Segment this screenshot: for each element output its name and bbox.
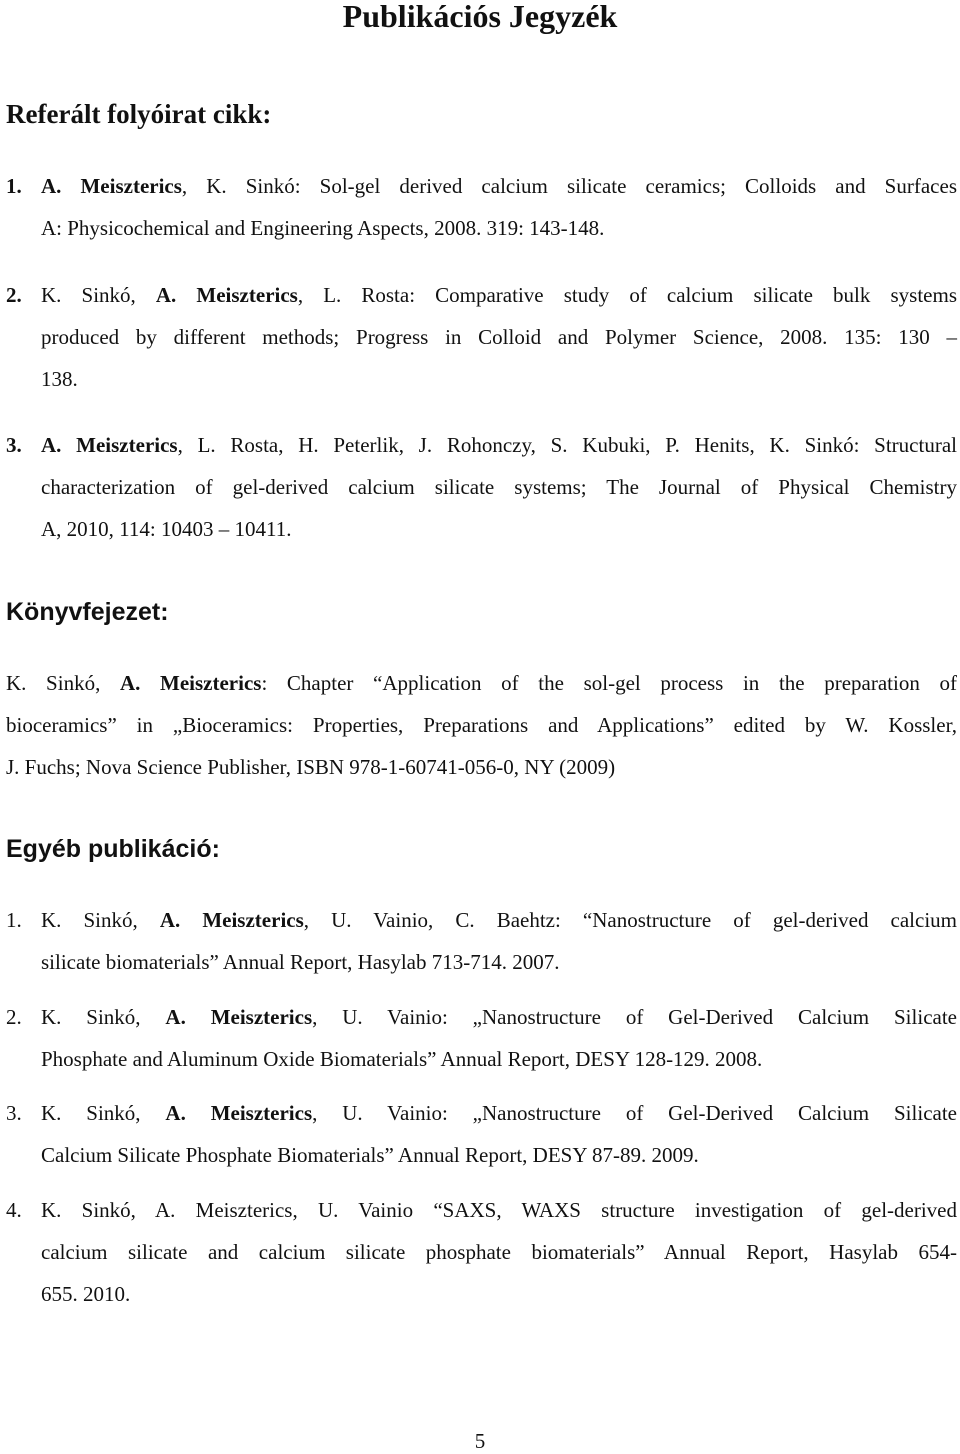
- entry-line: J. Fuchs; Nova Science Publisher, ISBN 978-1-60741-056-0, NY (2009): [6, 755, 616, 779]
- entry-line: [6, 996, 957, 1038]
- entry-line: A: Physicochemical and Engineering Aspects, 2008. 319: 143-148.: [41, 216, 605, 240]
- author-highlight: A. Meiszterics: [119, 671, 262, 695]
- entry-line: silicate biomaterials” Annual Report, Hasylab 713-714. 2007.: [41, 950, 560, 974]
- entry-text: K. Sinkó,: [6, 671, 120, 695]
- refereed-entry-2: [6, 274, 957, 400]
- entry-number: 3.: [6, 433, 22, 457]
- entry-text: , L. Rosta, H. Peterlik, J. Rohonczy, S. Kubuki, P. Henits, K. Sinkó: Structural: [177, 433, 957, 457]
- page-title: Publikációs Jegyzék: [342, 0, 618, 34]
- section-heading-other: Egyéb publikáció:: [6, 835, 220, 863]
- other-entry-1: [6, 899, 957, 983]
- entry-text: K. Sinkó,: [41, 283, 156, 307]
- entry-text: , L. Rosta: Comparative study of calcium silicate bulk systems: [297, 283, 957, 307]
- entry-text: , U. Vainio, C. Baehtz: “Nanostructure of gel-derived calcium: [303, 908, 957, 932]
- refereed-entry-1: [6, 165, 957, 249]
- other-entry-3: [6, 1092, 957, 1176]
- page-number: 5: [474, 1429, 486, 1453]
- entry-text: , U. Vainio: „Nanostructure of Gel-Derived Calcium Silicate: [312, 1101, 957, 1125]
- entry-line: [6, 662, 957, 704]
- entry-line: bioceramics” in „Bioceramics: Properties, Preparations and Applications” edited by W. Kossler,: [6, 713, 957, 737]
- entry-line: [6, 165, 957, 207]
- author-highlight: A. Meiszterics: [41, 174, 182, 198]
- entry-number: 1.: [6, 908, 22, 932]
- author-highlight: A. Meiszterics: [41, 433, 178, 457]
- entry-line: [6, 1092, 957, 1134]
- entry-line: 138.: [41, 367, 78, 391]
- author-highlight: A. Meiszterics: [165, 1101, 313, 1125]
- author-highlight: A. Meiszterics: [165, 1005, 313, 1029]
- entry-text: K. Sinkó,: [41, 1005, 166, 1029]
- entry-line: [6, 424, 957, 466]
- entry-text: : Chapter “Application of the sol-gel process in the preparation of: [261, 671, 957, 695]
- entry-line: Phosphate and Aluminum Oxide Biomaterials” Annual Report, DESY 128-129. 2008.: [41, 1047, 763, 1071]
- entry-line: characterization of gel-derived calcium silicate systems; The Journal of Physical Chemistry: [41, 475, 957, 499]
- entry-number: 2.: [6, 283, 22, 307]
- entry-text: , K. Sinkó: Sol-gel derived calcium silicate ceramics; Colloids and Surfaces: [181, 174, 957, 198]
- entry-line: A, 2010, 114: 10403 – 10411.: [41, 517, 292, 541]
- entry-line: produced by different methods; Progress in Colloid and Polymer Science, 2008. 135: 130 –: [41, 325, 957, 349]
- other-entry-4: [6, 1189, 957, 1315]
- author-highlight: A. Meiszterics: [155, 283, 298, 307]
- chapter-entry: [6, 662, 957, 788]
- entry-line: [6, 1189, 957, 1231]
- entry-line: 655. 2010.: [41, 1282, 131, 1306]
- entry-text: K. Sinkó, A. Meiszterics, U. Vainio “SAXS, WAXS structure investigation of gel-derived: [41, 1198, 957, 1222]
- entry-line: [6, 274, 957, 316]
- entry-number: 1.: [6, 174, 22, 198]
- entry-text: , U. Vainio: „Nanostructure of Gel-Derived Calcium Silicate: [312, 1005, 957, 1029]
- entry-number: 4.: [6, 1198, 22, 1222]
- entry-line: [6, 899, 957, 941]
- section-heading-refereed: Referált folyóirat cikk:: [6, 99, 272, 129]
- entry-line: calcium silicate and calcium silicate phosphate biomaterials” Annual Report, Hasylab 654-: [41, 1240, 957, 1264]
- entry-number: 3.: [6, 1101, 22, 1125]
- entry-line: Calcium Silicate Phosphate Biomaterials” Annual Report, DESY 87-89. 2009.: [41, 1143, 699, 1167]
- other-entry-2: [6, 996, 957, 1080]
- author-highlight: A. Meiszterics: [159, 908, 304, 932]
- entry-number: 2.: [6, 1005, 22, 1029]
- section-heading-chapter: Könyvfejezet:: [6, 598, 169, 626]
- refereed-entry-3: [6, 424, 957, 550]
- entry-text: K. Sinkó,: [41, 1101, 166, 1125]
- entry-text: K. Sinkó,: [41, 908, 160, 932]
